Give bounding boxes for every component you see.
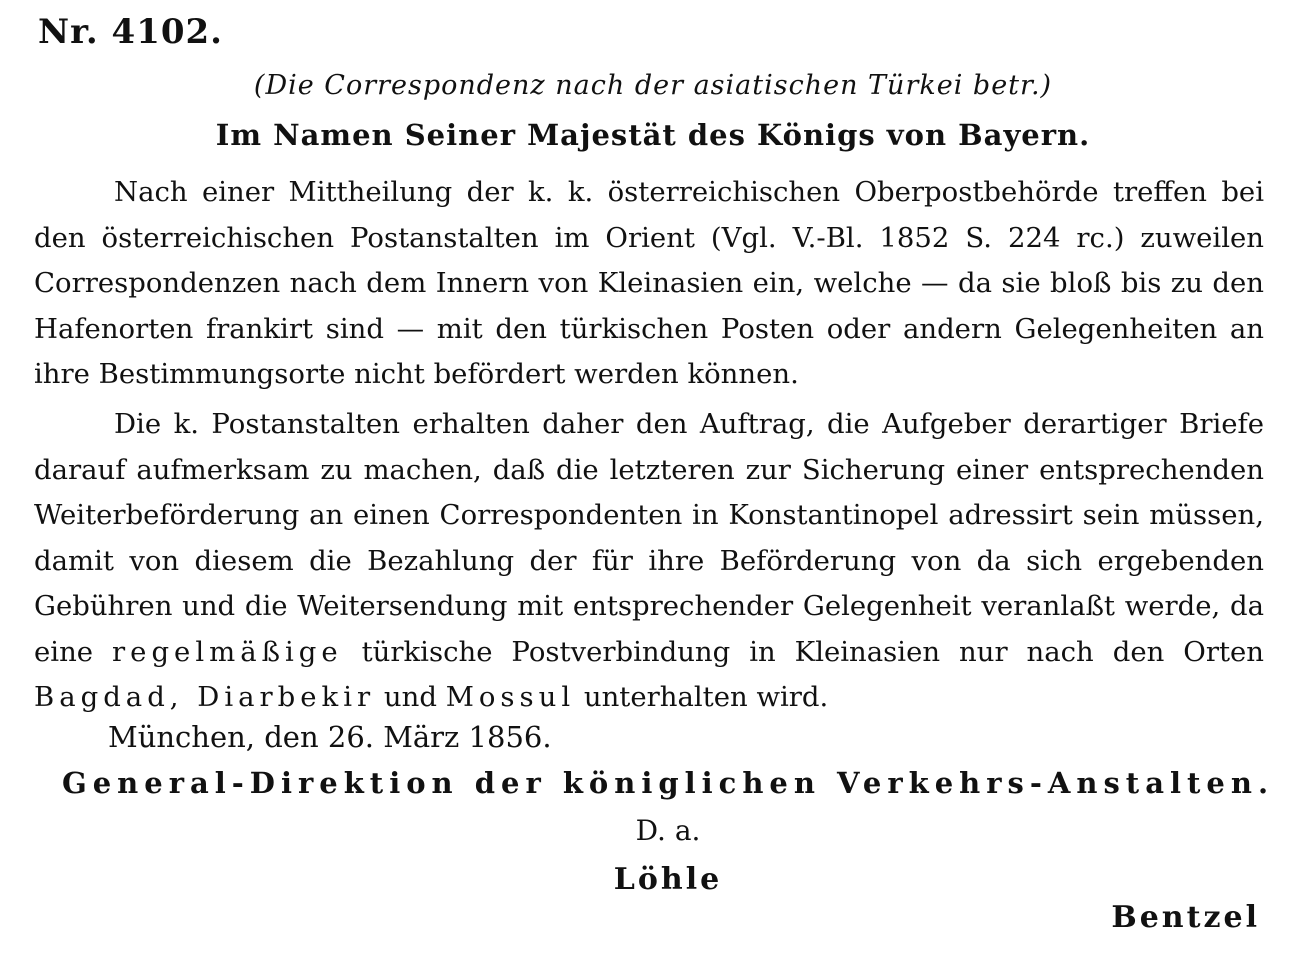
spaced-word-regelmaessige: regelmäßige bbox=[112, 635, 343, 668]
spaced-place-mossul: Mossul bbox=[445, 681, 576, 713]
da-line: D. a. bbox=[635, 814, 701, 847]
issuing-authority-heading: Im Namen Seiner Majestät des Königs von Bayern. bbox=[215, 118, 1091, 152]
paragraph-2-text: Die k. Postanstalten erhalten daher den Auftrag, die Aufgeber derartiger Briefe darauf aufmerksam zu machen, daß die letzteren zur Sicherung einer entsprechenden Weiterbeförderung an einen Correspondenten in Konstantinopel adressirt sein müssen, damit von diesem die Bezahlung der für ihre Beförderung von da sich ergebenden Gebühren und die Weitersendung mit entsprechender Gelegenheit veranlaßt werde, da eine bbox=[34, 408, 1264, 668]
paragraph-2-text-end: unterhalten wird. bbox=[575, 681, 829, 713]
paragraph-1 bbox=[34, 170, 1264, 398]
paragraph-2-text-mid2: und bbox=[375, 681, 446, 713]
paragraph-2-text-mid: türkische Postverbindung in Kleinasien nur nach den Orten bbox=[342, 635, 1264, 668]
signature-loehle: Löhle bbox=[613, 862, 723, 897]
issuer-line: General-Direktion der königlichen Verkehrs-Anstalten. bbox=[61, 766, 1275, 800]
document-subject: (Die Correspondenz nach der asiatischen Türkei betr.) bbox=[253, 70, 1053, 101]
paragraph-1-text: Nach einer Mittheilung der k. k. österreichischen Oberpostbehörde treffen bei den österreichischen Postanstalten im Orient (Vgl. V.-Bl. 1852 S. 224 rc.) zuweilen Correspondenzen nach dem Innern von Kleinasien ein, welche — da sie bloß bis zu den Hafenorten frankirt sind — mit den türkischen Posten oder andern Gelegenheiten an ihre Bestimmungsorte nicht befördert werden können. bbox=[34, 176, 1264, 390]
date-line: München, den 26. März 1856. bbox=[108, 720, 552, 754]
document-number: Nr. 4102. bbox=[38, 12, 224, 52]
spaced-place-names: Bagdad, Diarbekir bbox=[34, 681, 376, 713]
paragraph-2 bbox=[34, 402, 1264, 721]
signature-bentzel: Bentzel bbox=[1111, 900, 1260, 935]
